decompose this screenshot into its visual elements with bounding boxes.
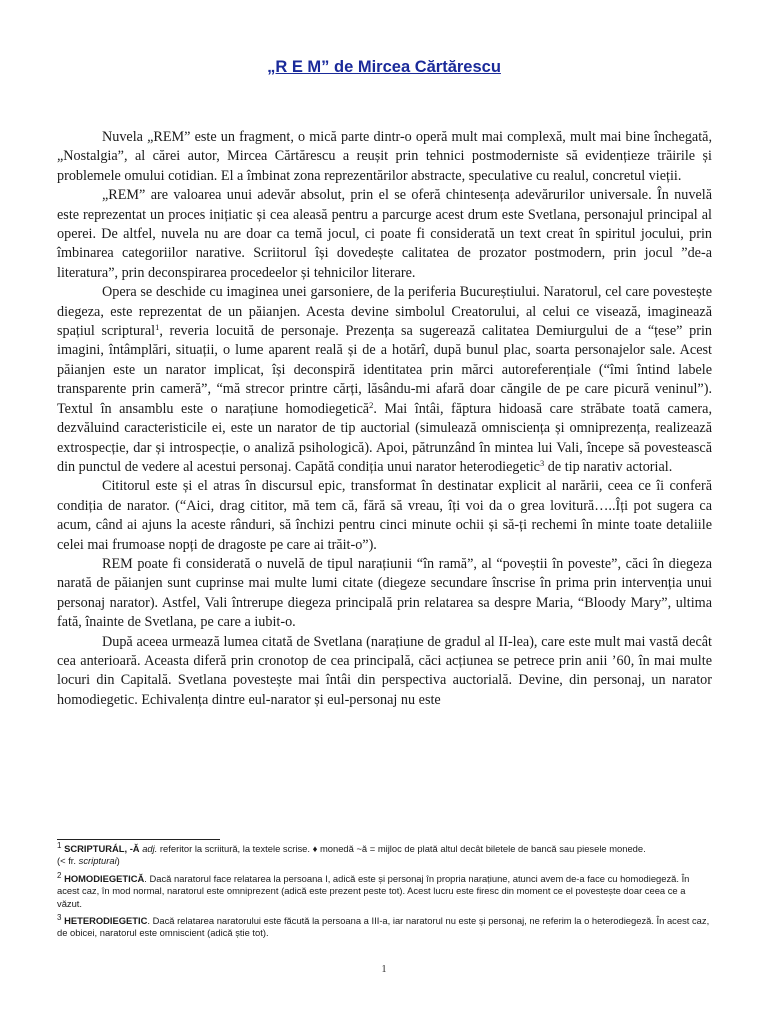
footnote-1 — [57, 843, 712, 868]
footnote-3 — [57, 915, 712, 940]
paragraph-5: REM poate fi considerată o nuvelă de tipul narațiunii “în ramă”, al “poveștii în poveste”, căci în diegeza narată de păianjen sunt cuprinse mai multe lumi citate (diegeze secundare înscrise în prima prin intervenția unui personaj narator). Astfel, Vali întrerupe diegeza principală prin relatarea sa despre Maria, “Bloody Mary”, ultima fată, înainte de Svetlana, pe care a iubit-o. — [57, 555, 712, 631]
footnote-number: 3 — [57, 913, 62, 923]
footnote-text: . Dacă naratorul face relatarea la persoana I, adică este și personaj în propria narațiune, atunci avem de-a face cu homodiegeză. În acest caz, în mod normal, naratorul este omniprezent (adică este prezent peste tot). Acest lucru este firesc din moment ce el povestește doar ceea ce a văzut. — [57, 872, 690, 909]
footnote-ref-3[interactable]: 3 — [539, 457, 545, 468]
footnote-number: 1 — [57, 841, 62, 850]
footnote-text: referitor la scriitură, la textele scrise. ♦ monedă ~ă = mijloc de plată altul decât biletele de bancă sau piesele monede. — [157, 843, 646, 854]
paragraph-6: După aceea urmează lumea citată de Svetlana (narațiune de gradul al II-lea), care este mult mai vastă decât cea anterioară. Aceasta diferă prin cronotop de cea principală, căci acțiunea se petrece prin anii ’60, în mai multe locuri din Capitală. Svetlana povestește mai întâi din perspectiva auctorială. Devine, din personaj, un narator homodiegetic. Echivalența dintre eul-narator și eul-personaj nu este — [57, 633, 712, 708]
paragraph-2: „REM” are valoarea unui adevăr absolut, prin el se oferă chintesența adevărurilor universale. În nuvelă este reprezentat un proces inițiatic și cea aleasă pentru a parcurge acest drum este Svetlana, personajul principal al operei. De altfel, nuvela nu are doar ca temă jocul, ci poate fi considerată un text creat în spiritul jocului, prin îmbinarea categoriilor narative. Scriitorul își dovedește calitatea de prozator postmodern, prin jocul ”de-a literatura”, prin deconspirarea procedeelor și tehnicilor literare. — [57, 187, 712, 281]
footnote-term: SCRIPTURÁL, -Ă — [64, 843, 140, 854]
footnote-etymology-open: (< fr. — [57, 855, 79, 867]
paragraph-3 — [57, 283, 712, 477]
footnote-ref-2[interactable]: 2 — [369, 399, 374, 410]
body-text — [57, 128, 712, 710]
paragraph-3-part-c: . Mai întâi, făptura hidoasă care străbate toată camera, dezvăluind caracteristicile ei, este un narator de tip auctorial (simulează omnisciența și omniprezența, realizează extrospecție, dar și introspecție, o analiză psihologică). Apoi, pătrunzând în mintea lui Vali, începe să povestească din punctul de vedere al acestui personaj. Capătă condiția unui narator heterodiegetic — [57, 400, 712, 475]
paragraph-3-part-d: de tip narativ actorial. — [544, 458, 673, 475]
footnote-text: . Dacă relatarea naratorului este făcută la persoana a III-a, iar naratorul nu este și personaj, ne referim la o heterodiegeză. În acest caz, de obicei, naratorul este omniscient (adică știe tot). — [57, 915, 710, 939]
title-text: „R E M” de Mircea Cărtărescu — [267, 58, 501, 76]
footnote-2 — [57, 870, 712, 910]
footnote-term: HOMODIEGETICĂ — [64, 872, 145, 884]
paragraph-1: Nuvela „REM” este un fragment, o mică parte dintr-o operă mult mai complexă, mult mai bine închegată, „Nostalgia”, al cărei autor, Mircea Cărtărescu a reușit prin tehnici postmoderniste să evidențieze trăirile și problemele omului cotidian. El a îmbinat zona reprezentărilor abstracte, speculative cu realul, concretul vieții. — [57, 129, 712, 184]
paragraph-4: Cititorul este și el atras în discursul epic, transformat în destinatar explicit al narării, ceea ce îi conferă condiția de narator. (“Aici, drag cititor, mă tem că, fără să vreau, îți voi da o grea lovitură…..Îți pot sugera ca acum, când ai ajuns la aceste rânduri, să închizi pentru cinci minute ochii și să-ți rechemi în minte toate detaliile celei mai frumoase nopți de dragoste pe care ai trăit-o”). — [57, 478, 712, 553]
paragraph-3-part-b: , reveria locuită de personaje. Prezența sa sugerează calitatea Demiurgului de a “țese” prin imagini, întâmplări, situații, o lume aparent reală și de a hotărî, după bunul plac, soarta personajelor sale. Acest păianjen este un narator implicat, își deconspiră identitatea prin mărci autoreferențiale (“îmi întind labele transparente prin cameră”, “mă strecor printre cărți, lăsându-mi afară doar căngile de pe care picură veninul”). Textul în ansamblu este o narațiune homodiegetică — [57, 323, 712, 417]
footnote-ref-1[interactable]: 1 — [155, 322, 160, 333]
paragraph-3-part-a: Opera se deschide cu imaginea unei garsoniere, de la periferia Bucureștiului. Naratorul, cel care povestește diegeza, este reprezentat de un păianjen. Acesta devine simbolul Creatorului, al celui ce visează, imaginează spațiul scriptural — [57, 284, 712, 340]
footnote-pos: adj. — [142, 843, 158, 854]
footnote-separator — [57, 839, 220, 840]
page-number: 1 — [381, 964, 387, 975]
footnotes — [57, 843, 712, 945]
footnote-term: HETERODIEGETIC — [64, 915, 148, 927]
footnote-number: 2 — [57, 870, 62, 880]
footnote-etymology-close: ) — [116, 855, 120, 867]
footnote-etymology-word: scripturai — [78, 855, 117, 867]
page-title — [0, 58, 768, 77]
